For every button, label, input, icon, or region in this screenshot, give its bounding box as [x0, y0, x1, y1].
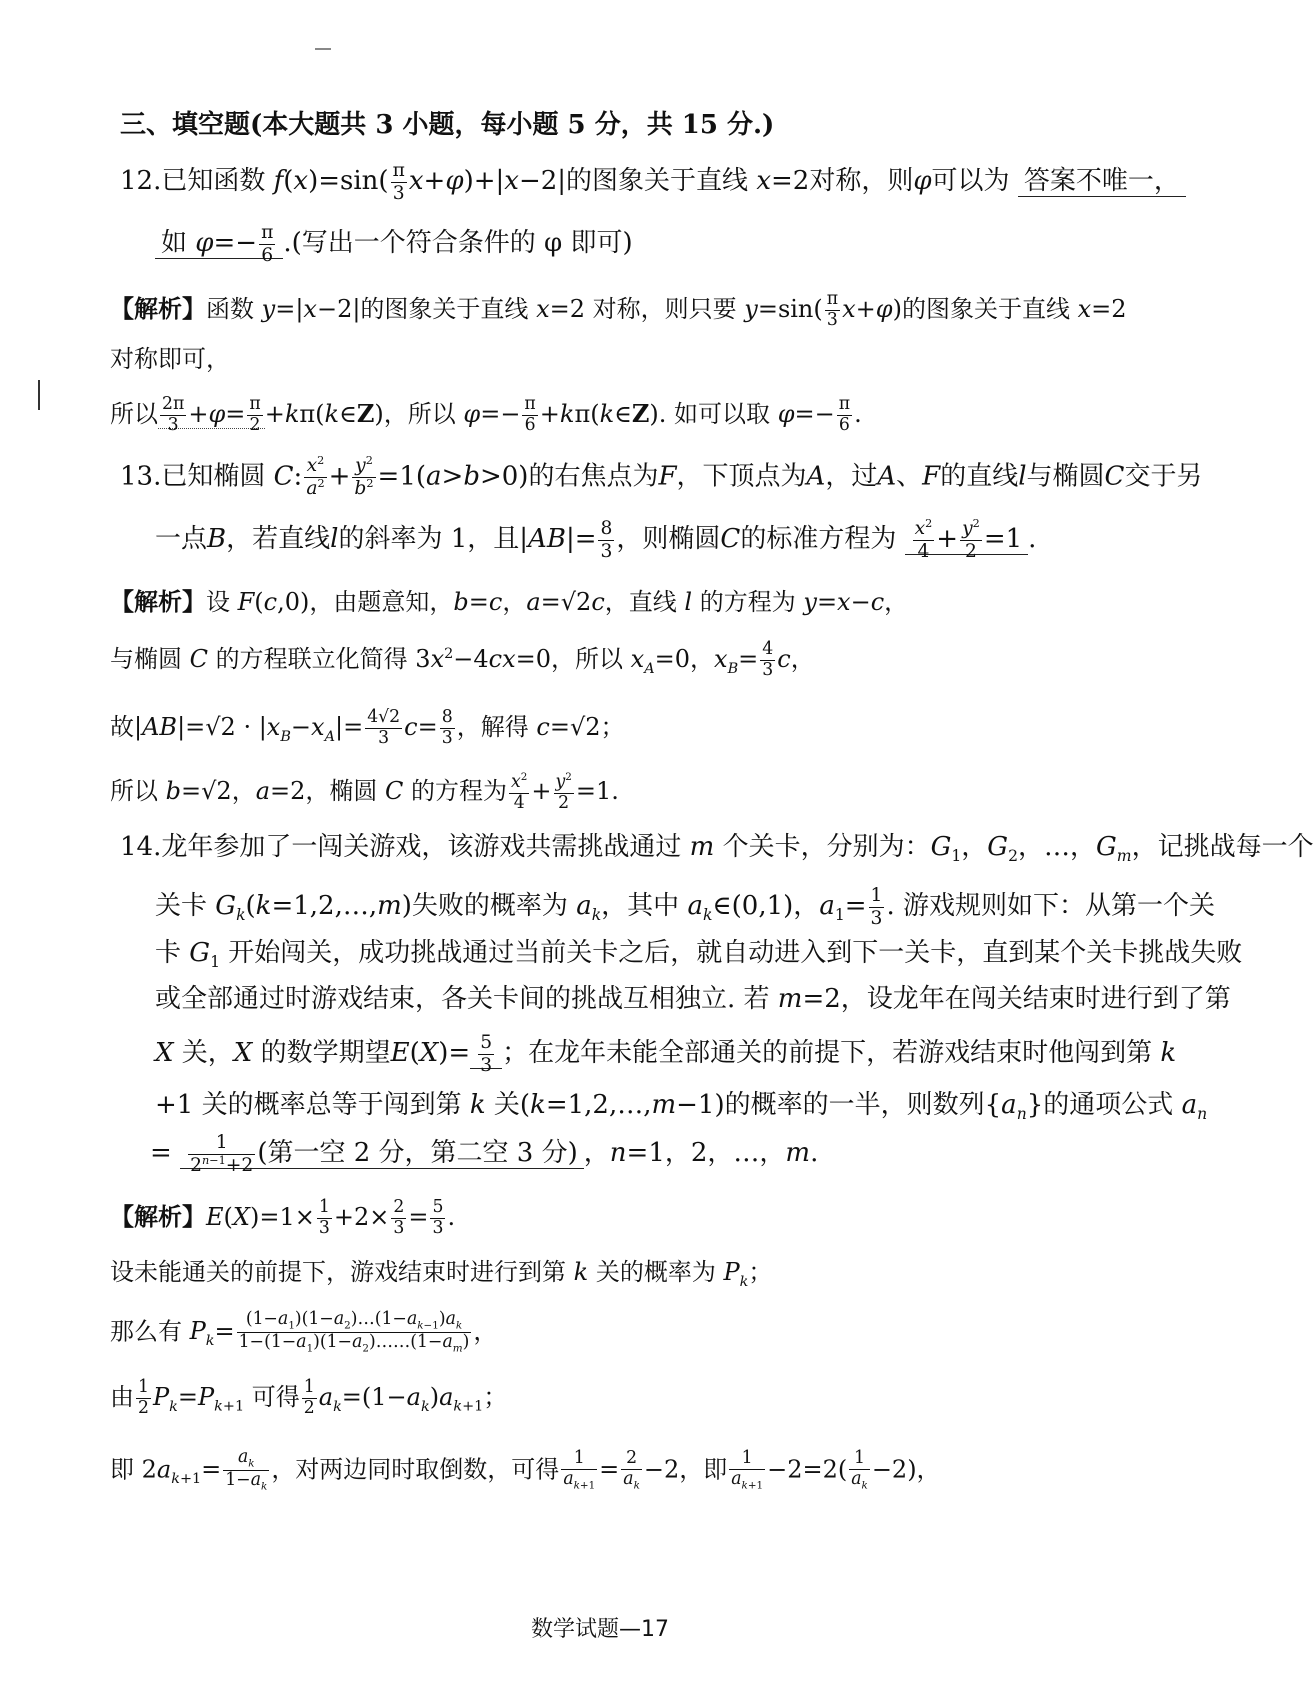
margin-mark — [38, 380, 40, 410]
q14-answer-2: $\frac{1}{2^{n-1}+2}$ (第一空 2 分，第二空 3 分) — [180, 1138, 584, 1169]
q14-answer-1: $\frac{5}{3}$ — [470, 1038, 502, 1069]
q14-solution-line2: 设未能通关的前提下，游戏结束时进行到第 k 关的概率为 $P_k$； — [110, 1258, 773, 1290]
q12-answer-part1: 答案不唯一， — [1018, 166, 1186, 197]
q13-solution-line2: 与椭圆 C 的方程联立化简得 $3x^2-4cx=0$，所以 $x_A=0$，$x_B=$ $\frac{4}{3}$ c， — [110, 639, 815, 680]
q14-stem-line7: = $\frac{1}{2^{n-1}+2}$ (第一空 2 分，第二空 3 分) ，n=1，2，…，m. — [150, 1132, 819, 1176]
q13-answer: $\frac{x^2}{4}$ + $\frac{y^2}{2}$ =1 — [905, 524, 1029, 555]
q12-stem-line1: 12.已知函数 f(x)=sin( $\frac{\pi}{3}$ x+φ)+|x−2|的图象关于直线 x=2对称，则φ可以为 答案不唯一， — [120, 160, 1186, 204]
q14-stem-line6: +1 关的概率总等于闯到第 k 关(k=1,2,…,m−1)的概率的一半，则数列$\{a_n\}$的通项公式 $a_n$ — [155, 1090, 1208, 1124]
q13-stem-line2: 一点B，若直线l的斜率为 1，且|AB|= $\frac{8}{3}$ ，则椭圆C的标准方程为 $\frac{x^2}{4}$ + $\frac{y^2}{2}$ =1 . — [155, 517, 1037, 562]
q14-stem-line5: X 关，X 的数学期望E(X)= $\frac{5}{3}$ ；在龙年未能全部通关的前提下，若游戏结束时他闯到第 k — [155, 1032, 1177, 1076]
q14-stem-line3: 卡 $G_1$ 开始闯关，成功挑战通过当前关卡之后，就自动进入到下一关卡，直到某个关卡挑战失败 — [155, 938, 1243, 972]
q12-stem-line2: 如 φ=− $\frac{\pi}{6}$ .(写出一个符合条件的 φ 即可) — [155, 222, 633, 266]
q13-solution-line4: 所以 b=√2，a=2，椭圆 C 的方程为 $\frac{x^2}{4}$ + $\frac{y^2}{2}$ =1. — [110, 771, 619, 813]
q14-stem-line2: 关卡 $G_k(k=1,2,\dots,m)$失败的概率为 $a_k$，其中 $a_k\in(0,1)$，$a_1=$ $\frac{1}{3}$ . 游戏规则如下：从第一个关 — [155, 885, 1215, 929]
scan-mark — [315, 48, 331, 50]
q12-solution-line3: 所以 $\frac{2\pi}{3}$ +φ= $\frac{\pi}{2}$ +kπ(k∈Z)，所以 φ=− $\frac{\pi}{6}$ +kπ(k∈Z). 如可以取 φ=− $\frac{\pi}{6}$ . — [110, 394, 862, 435]
q12-answer-part2: 如 φ=− $\frac{\pi}{6}$ — [155, 228, 283, 259]
q14-stem-line4: 或全部通过时游戏结束，各关卡间的挑战互相独立. 若 m=2，设龙年在闯关结束时进行到了第 — [155, 984, 1231, 1014]
section-title: 三、填空题(本大题共 3 小题，每小题 5 分，共 15 分.) — [120, 110, 775, 140]
q14-stem-line1: 14.龙年参加了一闯关游戏，该游戏共需挑战通过 m 个关卡，分别为：$G_1$，$G_2$，…，$G_m$，记挑战每一个 — [120, 832, 1314, 866]
q13-solution-line1: 【解析】设 F(c,0)，由题意知，b=c，a=√2c，直线 l 的方程为 y=x−c， — [110, 587, 909, 616]
q13-stem-line1: 13.已知椭圆 C: $\frac{x^2}{a^2}$ + $\frac{y^2}{b^2}$ =1(a>b>0)的右焦点为F，下顶点为A，过A、F的直线l与椭圆C交于另 — [120, 454, 1203, 499]
q14-solution-line5: 即 $2a_{k+1}=$ $\frac{a_k}{1-a_k}$ ，对两边同时取倒数，可得 $\frac{1}{a_{k+1}}$ = $\frac{2}{a_k}$ −2，即 $\frac{1}{a_{k+1}}$ −2=2( $\frac{1}{a_k}$ −2)， — [110, 1447, 941, 1493]
q13-solution-line3: 故$|AB|=√2 \cdot |x_B-x_A|=$ $\frac{4√2}{3}$ c= $\frac{8}{3}$ ，解得 c=√2； — [110, 707, 625, 748]
q14-solution-line1: 【解析】E(X)=1× $\frac{1}{3}$ +2× $\frac{2}{3}$ = $\frac{5}{3}$ . — [110, 1197, 456, 1238]
q14-solution-line4: 由 $\frac{1}{2}$ $P_k=P_{k+1}$ 可得 $\frac{1}{2}$ $a_k=(1-a_k)a_{k+1}$； — [110, 1377, 508, 1418]
page-footer: 数学试题—17 — [531, 1617, 669, 1642]
q12-solution-line2: 对称即可， — [110, 345, 230, 373]
q12-solution-line1: 【解析】函数 y=|x−2|的图象关于直线 x=2 对称，则只要 y=sin( $\frac{\pi}{3}$ x+φ)的图象关于直线 x=2 — [110, 289, 1127, 330]
q14-solution-line3: 那么有 $P_k=$ $\frac{(1-a_1)(1-a_2)\dots(1-a_{k-1})a_k}{1-(1-a_1)(1-a_2)\dots\dots(1-a_m)}$ ， — [110, 1309, 498, 1355]
